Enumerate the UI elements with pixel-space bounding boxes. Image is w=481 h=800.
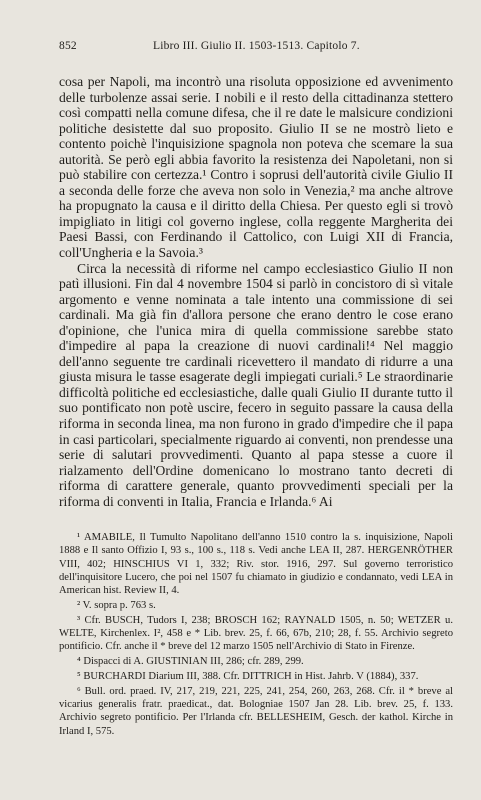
paragraph: Circa la necessità di riforme nel campo ecclesiastico Giulio II non patì illusioni. Fin dal 4 novembre 1504 si parlò in concistoro di sì vitale argomento e venne nominata a tale intento una commissione di sei cardinali. Ma già fin d'allora persone che erano dentro le cose erano d'opinione, che l'unica mira di quella commissione sarebbe stato d'impedire al papa la creazione di nuovi cardinali!⁴ Nel maggio dell'anno seguente tre cardinali ricevettero il mandato di ridurre a una giusta misura le tasse esagerate degli impiegati curiali.⁵ Le straordinarie difficoltà politiche ed ecclesiastiche, dalle quali Giulio II durante tutto il suo pontificato non potè uscire, fecero in seguito passare la causa della riforma in seconda linea, ma non furono in grado d'impedire che il papa in casi particolari, specialmente riguardo ai conventi, non prendesse una serie di salutari provvedimenti. Quanto al papa stesse a cuore il rialzamento dell'Ordine domenicano lo mostrano tanto decreti di riforma di carattere generale, quanto provvedimenti speciali per la riforma di conventi in Italia, Francia e Irlanda.⁶ Ai: [59, 260, 453, 509]
main-text: [59, 74, 453, 509]
running-head: Libro III. Giulio II. 1503-1513. Capitolo 7.: [153, 40, 360, 52]
footnote: ¹ AMABILE, Il Tumulto Napolitano dell'anno 1510 contro la s. inquisizione, Napoli 1888 e Il santo Offizio I, 93 s., 100 s., 118 s. Vedi anche LEA II, 287. HERGENRÖTHER VIII, 402; HINSCHIUS VI 1, 332; Riv. stor. 1916, 297. Sul governo terroristico dell'inquisitore Lucero, che poi nel 1507 fu chiamato in giudizio e condannato, vedi LEA in American hist. Review II, 4.: [59, 532, 453, 597]
page-number: 852: [59, 40, 77, 52]
footnote: ⁶ Bull. ord. praed. IV, 217, 219, 221, 225, 241, 254, 260, 263, 268. Cfr. il * breve al vicarius generalis fratr. praedicat., dat. Bologniae 1507 Jan 28. Lib. brev. 25, f. 133. Archivio segreto pontificio. Per l'Irlanda cfr. BELLESHEIM, Gesch. der kathol. Kirche in Irland I, 575.: [59, 685, 453, 737]
footnote: ² V. sopra p. 763 s.: [77, 599, 156, 611]
paragraph: cosa per Napoli, ma incontrò una risoluta opposizione ed avvenimento delle turbolenze assai serie. I nobili e il resto della cittadinanza stettero così compatti nella comune difesa, che il re date le malsicure condizioni politiche desistette dal suo proposito. Giulio II se ne mostrò lieto e contento poichè l'inquisizione spagnola non poteva che scemare la sua autorità. Se però egli abbia favorito la resistenza dei Napoletani, non si può stabilire con certezza.¹ Contro i soprusi dell'autorità civile Giulio II a seconda delle forze che aveva non solo in Venezia,² ma anche altrove ha propugnato la causa e il diritto della Chiesa. Per questo egli si trovò impigliato in litigi col governo inglese, colla reggente Margherita dei Paesi Bassi, con Ferdinando il Cattolico, con Luigi XII di Francia, coll'Ungheria e la Savoia.³: [59, 74, 453, 261]
footnote: ³ Cfr. BUSCH, Tudors I, 238; BROSCH 162; RAYNALD 1505, n. 50; WETZER u. WELTE, Kirchenlex. I², 458 e * Lib. brev. 25, f. 66, 67b, 210; 28, f. 55. Archivio segreto pontificio. Cfr. anche il * breve del 12 marzo 1505 nell'Archivio di Stato in Firenze.: [59, 614, 453, 653]
page-header: [59, 40, 453, 60]
footnotes: [59, 531, 453, 738]
footnote: ⁴ Dispacci di A. GIUSTINIAN III, 286; cfr. 289, 299.: [77, 656, 304, 668]
footnote: ⁵ BURCHARDI Diarium III, 388. Cfr. DITTRICH in Hist. Jahrb. V (1884), 337.: [77, 670, 419, 682]
